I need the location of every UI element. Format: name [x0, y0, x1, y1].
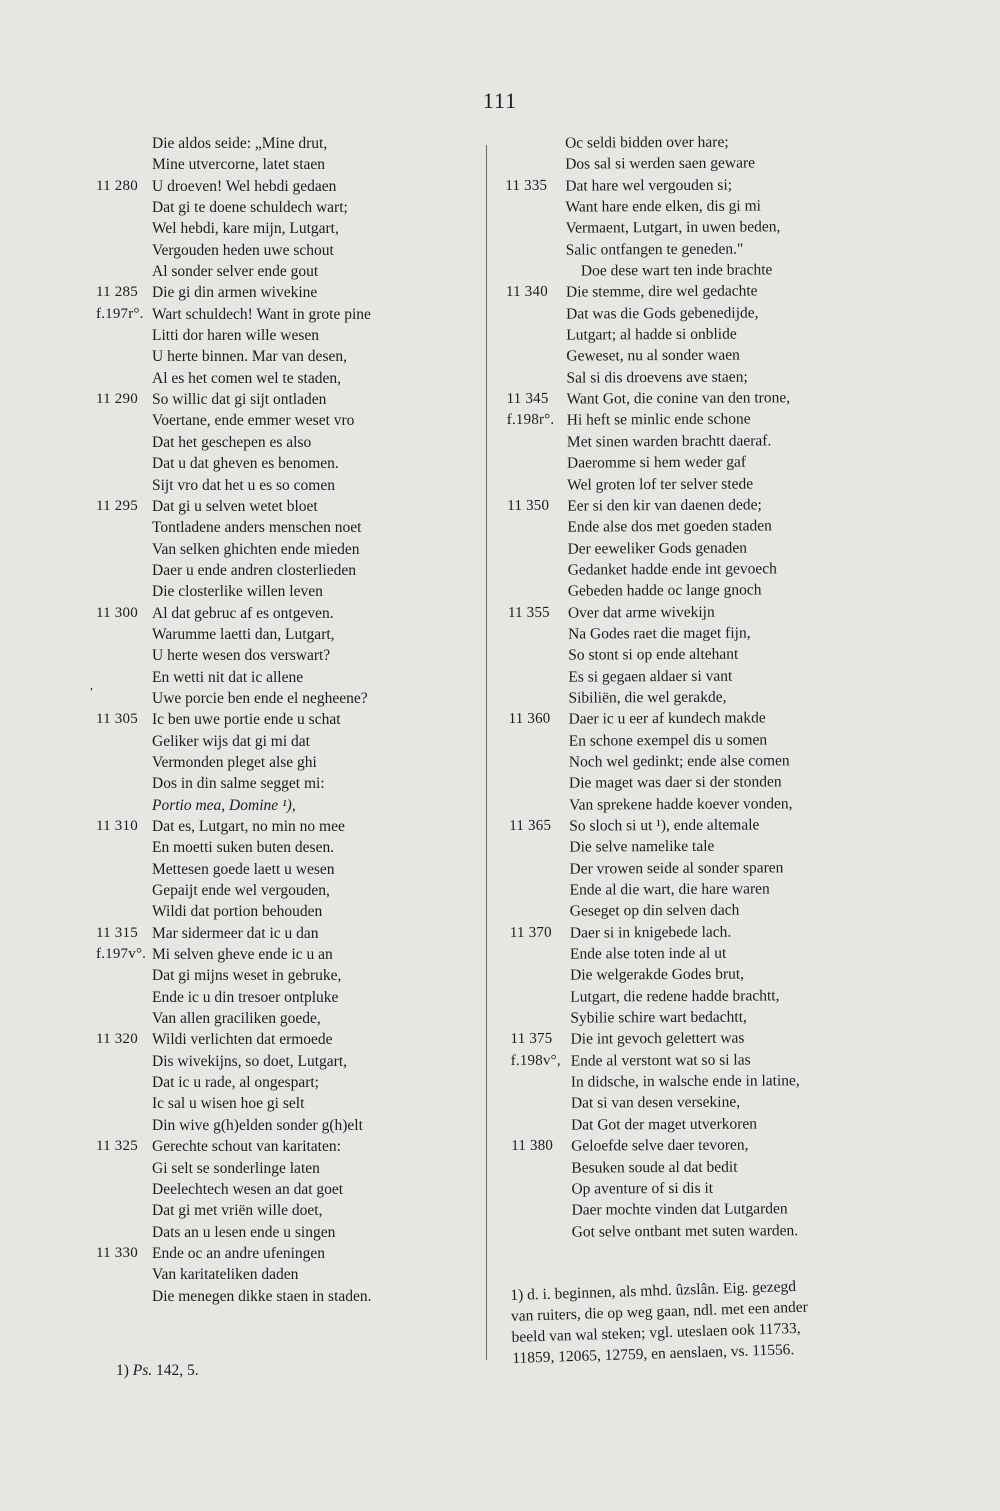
verse-text: Portio mea, Domine ¹),: [152, 796, 296, 814]
verse-text: Noch wel gedinkt; ende alse comen: [568, 752, 790, 771]
right-verse-line: [511, 1113, 851, 1136]
stray-mark: ,: [90, 678, 93, 692]
right-verse-line: [509, 750, 849, 773]
line-number-marker: 11 370: [509, 924, 552, 941]
verse-text: Daer mochte vinden dat Lutgarden: [571, 1200, 788, 1219]
line-number-marker: 11 280: [96, 177, 138, 194]
left-verse-line: [96, 368, 476, 389]
left-verse-line: [96, 581, 476, 602]
right-verse-line: [512, 1219, 852, 1242]
verse-text: Met sinen warden brachtt daeraf.: [566, 432, 772, 451]
verse-text: Vergouden heden uwe schout: [152, 241, 334, 259]
line-number-marker: f.197r°.: [96, 305, 144, 322]
line-number-marker: f.198v°,: [510, 1052, 561, 1069]
verse-text: Ic sal u wisen hoe gi selt: [152, 1095, 305, 1113]
column-divider: [486, 145, 487, 1360]
verse-text: Geseget op din selven dach: [569, 901, 740, 920]
right-verse-line: [510, 921, 850, 944]
verse-text: Vermonden pleget alse ghi: [152, 753, 317, 771]
left-verse-line: [96, 987, 476, 1008]
verse-text: Mar sidermeer dat ic u dan: [152, 924, 319, 942]
verse-text: Daer si in knigebede lach.: [569, 923, 732, 942]
right-verse-line: [510, 963, 850, 986]
right-verse-line: [510, 899, 850, 922]
verse-text: Mettesen goede laett u wesen: [152, 860, 335, 878]
right-verse-line: [506, 259, 846, 282]
right-verse-line: [507, 387, 847, 410]
right-verse-line: [510, 985, 850, 1008]
verse-text: Sijt vro dat het u es so comen: [152, 476, 335, 494]
line-number-marker: 11 340: [505, 284, 548, 301]
verse-text: Wart schuldech! Want in grote pine: [152, 305, 371, 323]
line-number-marker: 11 315: [96, 924, 138, 941]
left-verse-line: [96, 923, 476, 944]
right-verse-line: [507, 408, 847, 431]
right-verse-line: [508, 579, 848, 602]
verse-text: Want Got, die conine van den trone,: [566, 389, 791, 408]
verse-text: Sibiliën, die wel gerakde,: [568, 688, 727, 707]
left-verse-line: [96, 176, 476, 197]
footnote-citation: 142, 5.: [156, 1362, 199, 1379]
verse-text: En schone exempel dis u somen: [568, 731, 768, 750]
left-verse-line: [96, 218, 476, 239]
right-verse-line: [508, 600, 848, 623]
right-verse-line: [506, 216, 846, 239]
left-verse-line: [96, 282, 476, 303]
left-verse-line: [96, 795, 476, 816]
verse-text: Ende alse dos met goeden staden: [567, 517, 772, 536]
right-verse-line: [508, 558, 848, 581]
right-verse-line: [507, 430, 847, 453]
line-number-marker: 11 335: [505, 177, 548, 194]
right-verse-line: [511, 1091, 851, 1114]
left-verse-line: [96, 1093, 476, 1114]
verse-text: Dat Got der maget utverkoren: [571, 1115, 758, 1134]
verse-text: U herte binnen. Mar van desen,: [152, 348, 347, 366]
right-verse-line: [511, 1134, 851, 1157]
verse-text: Die menegen dikke staen in staden.: [152, 1287, 372, 1305]
verse-text: Gedanket hadde ende int gevoech: [567, 560, 777, 579]
verse-text: Dat gi met vriën wille doet,: [152, 1202, 323, 1220]
right-verse-line: [508, 665, 848, 688]
line-number-marker: 11 290: [96, 391, 138, 408]
verse-text: Ende ic u din tresoer ontpluke: [152, 988, 339, 1006]
right-verse-line: [508, 622, 848, 645]
verse-text: Sybilie schire wart bedachtt,: [570, 1008, 747, 1027]
verse-text: So sloch si ut ¹), ende altemale: [569, 816, 760, 835]
left-verse-line: [96, 773, 476, 794]
verse-text: En wetti nit dat ic allene: [152, 668, 304, 686]
left-verse-line: [96, 1243, 476, 1264]
right-verse-line: [509, 814, 849, 837]
left-text-column: [96, 133, 476, 1307]
left-verse-line: [96, 688, 476, 709]
right-verse-line: [506, 323, 846, 346]
verse-text: Dos sal si werden saen geware: [565, 154, 756, 173]
verse-text: Dat gi mijns weset in gebruke,: [152, 967, 342, 985]
left-verse-line: [96, 560, 476, 581]
verse-text: Want hare ende elken, dis gi mi: [565, 197, 761, 216]
verse-text: Gi selt se sonderlinge laten: [152, 1159, 320, 1177]
left-verse-line: [96, 240, 476, 261]
footnote-line: van ruiters, die op weg gaan, ndl. met een ander: [510, 1298, 809, 1325]
verse-text: Dat gi te doene schuldech wart;: [152, 199, 348, 217]
footnote-line: 1) d. i. beginnen, als mhd. ûzslân. Eig. gezegd: [510, 1278, 797, 1304]
left-verse-line: [96, 1008, 476, 1029]
line-number-marker: 11 305: [96, 711, 138, 728]
verse-text: Tontladene anders menschen noet: [152, 519, 362, 537]
verse-text: So willic dat gi sijt ontladen: [152, 391, 327, 409]
verse-text: U herte wesen dos verswart?: [152, 647, 331, 665]
right-verse-line: [507, 472, 847, 495]
verse-text: Salic ontfangen te geneden.": [565, 240, 744, 259]
footnote-left: [116, 1360, 199, 1381]
verse-text: Dats an u lesen ende u singen: [152, 1223, 336, 1241]
verse-text: Die int gevoch gelettert was: [570, 1029, 745, 1049]
right-verse-line: [510, 1027, 850, 1050]
right-verse-line: [507, 536, 847, 559]
line-number-marker: 11 300: [96, 604, 138, 621]
left-verse-line: [96, 731, 476, 752]
verse-text: Gerechte schout van karitaten:: [152, 1138, 341, 1156]
right-verse-line: [505, 131, 845, 154]
left-verse-line: [96, 389, 476, 410]
verse-text: Besuken soude al dat bedit: [571, 1158, 738, 1177]
footnote-reference: Ps.: [132, 1362, 153, 1379]
left-verse-line: [96, 517, 476, 538]
right-verse-line: [511, 1155, 851, 1178]
verse-text: Dat ic u rade, al ongespart;: [152, 1074, 319, 1092]
verse-text: Die maget was daer si der stonden: [568, 773, 782, 792]
left-verse-line: [96, 133, 476, 154]
left-verse-line: [96, 901, 476, 922]
left-verse-line: [96, 1029, 476, 1050]
right-verse-line: [508, 643, 848, 666]
left-verse-line: [96, 261, 476, 282]
verse-text: Daer ic u eer af kundech makde: [568, 709, 766, 728]
right-text-column: [505, 131, 852, 1243]
right-verse-line: [506, 280, 846, 303]
right-verse-line: [511, 1070, 851, 1093]
verse-text: Dat was die Gods gebenedijde,: [566, 304, 759, 323]
verse-text: Dos in din salme segget mi:: [152, 775, 325, 793]
verse-text: Litti dor haren wille wesen: [152, 327, 320, 345]
left-verse-line: [96, 944, 476, 965]
left-verse-line: [96, 496, 476, 517]
left-verse-line: [96, 197, 476, 218]
right-verse-line: [510, 878, 850, 901]
verse-text: Gebeden hadde oc lange gnoch: [567, 581, 762, 600]
verse-text: Lutgart; al hadde si onblide: [566, 325, 737, 344]
verse-text: Warumme laetti dan, Lutgart,: [152, 625, 335, 643]
line-number-marker: 11 360: [508, 711, 551, 728]
left-verse-line: [96, 965, 476, 986]
verse-text: Eer si den kir van daenen dede;: [567, 496, 762, 515]
verse-text: Van sprekene hadde koever vonden,: [569, 794, 793, 814]
verse-text: En moetti suken buten desen.: [152, 839, 335, 857]
verse-text: Uwe porcie ben ende el negheene?: [152, 689, 368, 707]
verse-text: Geliker wijs dat gi mi dat: [152, 732, 310, 750]
footnote-line: beeld van wal steken; vgl. uteslaen ook 11733,: [511, 1319, 801, 1346]
left-verse-line: [96, 1286, 476, 1307]
verse-text: Doe dese wart ten inde brachte: [580, 261, 773, 280]
verse-text: Mi selven gheve ende ic u an: [152, 946, 333, 964]
left-verse-line: [96, 346, 476, 367]
verse-text: Van karitateliken daden: [152, 1266, 299, 1284]
left-verse-line: [96, 837, 476, 858]
verse-text: Lutgart, die redene hadde brachtt,: [570, 987, 780, 1006]
verse-text: Vermaent, Lutgart, in uwen beden,: [565, 218, 781, 238]
verse-text: Die closterlike willen leven: [152, 583, 323, 601]
right-verse-line: [509, 771, 849, 794]
left-verse-line: [96, 1179, 476, 1200]
right-verse-line: [505, 152, 845, 175]
right-verse-line: [510, 1006, 850, 1029]
left-verse-line: [96, 1200, 476, 1221]
verse-text: Ende oc an andre ufeningen: [152, 1244, 326, 1262]
left-verse-line: [96, 859, 476, 880]
verse-text: Al es het comen wel te staden,: [152, 369, 341, 387]
left-verse-line: [96, 603, 476, 624]
left-verse-line: [96, 1115, 476, 1136]
left-verse-line: [96, 154, 476, 175]
verse-text: Sal si dis droevens ave staen;: [566, 368, 748, 387]
right-verse-line: [507, 494, 847, 517]
verse-text: Die stemme, dire wel gedachte: [565, 282, 758, 302]
verse-text: Ende alse toten inde al ut: [569, 944, 727, 963]
right-verse-line: [511, 1049, 851, 1072]
verse-text: Hi heft se minlic ende schone: [566, 410, 751, 430]
left-verse-line: [96, 453, 476, 474]
verse-text: Daer u ende andren closterlieden: [152, 561, 356, 579]
verse-text: Din wive g(h)elden sonder g(h)elt: [152, 1116, 363, 1134]
left-verse-line: [96, 816, 476, 837]
right-verse-line: [507, 515, 847, 538]
right-verse-line: [506, 366, 846, 389]
left-verse-line: [96, 410, 476, 431]
verse-text: Wel hebdi, kare mijn, Lutgart,: [152, 220, 339, 238]
verse-text: Dat het geschepen es also: [152, 433, 312, 451]
right-verse-line: [505, 195, 845, 218]
left-verse-line: [96, 304, 476, 325]
right-verse-line: [509, 857, 849, 880]
line-number-marker: 11 310: [96, 818, 138, 834]
verse-text: Over dat arme wivekijn: [567, 603, 715, 622]
left-verse-line: [96, 325, 476, 346]
verse-text: Gepaijt ende wel vergouden,: [152, 882, 330, 900]
line-number-marker: 11 375: [510, 1031, 553, 1048]
left-verse-line: [96, 539, 476, 560]
left-verse-line: [96, 752, 476, 773]
verse-text: Die welgerakde Godes brut,: [570, 965, 745, 985]
verse-text: In didsche, in walsche ende in latine,: [570, 1072, 800, 1091]
verse-text: Wildi verlichten dat ermoede: [152, 1031, 333, 1049]
left-verse-line: [96, 624, 476, 645]
left-verse-line: [96, 432, 476, 453]
left-verse-line: [96, 1072, 476, 1093]
left-verse-line: [96, 1264, 476, 1285]
verse-text: Voertane, ende emmer weset vro: [152, 412, 355, 430]
right-verse-line: [509, 793, 849, 816]
verse-text: Die selve namelike tale: [569, 838, 715, 856]
verse-text: Dat es, Lutgart, no min no mee: [152, 818, 345, 835]
left-verse-line: [96, 709, 476, 730]
verse-text: Van allen graciliken goede,: [152, 1010, 321, 1028]
verse-text: Es si gegaen aldaer si vant: [568, 667, 733, 686]
verse-text: Dis wivekijns, so doet, Lutgart,: [152, 1052, 348, 1070]
right-verse-line: [506, 238, 846, 261]
verse-text: Deelechtech wesen an dat goet: [152, 1180, 344, 1198]
verse-text: Oc seldi bidden over hare;: [565, 133, 729, 152]
verse-text: Dat u dat gheven es benomen.: [152, 455, 339, 473]
right-verse-line: [512, 1198, 852, 1221]
left-verse-line: [96, 475, 476, 496]
right-verse-line: [506, 302, 846, 325]
page-number: 111: [482, 88, 518, 113]
right-verse-line: [509, 729, 849, 752]
verse-text: Die gi din armen wivekine: [152, 284, 318, 302]
line-number-marker: f.198r°.: [506, 412, 555, 429]
line-number-marker: 11 330: [96, 1244, 138, 1261]
line-number-marker: 11 325: [96, 1138, 138, 1155]
left-verse-line: [96, 1158, 476, 1179]
verse-text: Der eeweliker Gods genaden: [567, 539, 748, 558]
verse-text: Ic ben uwe portie ende u schat: [152, 711, 341, 729]
verse-text: Dat hare wel vergouden si;: [565, 176, 733, 195]
line-number-marker: f.197v°.: [96, 946, 147, 963]
verse-text: Al sonder selver ende gout: [152, 263, 319, 281]
verse-text: Na Godes raet die maget fijn,: [568, 624, 751, 643]
verse-text: Al dat gebruc af es ontgeven.: [152, 604, 334, 622]
verse-text: Ende al verstont wat so si las: [570, 1051, 751, 1070]
right-verse-line: [506, 344, 846, 367]
verse-text: Wildi dat portion behouden: [152, 903, 323, 921]
verse-text: Der vrowen seide al sonder sparen: [569, 859, 784, 878]
line-number-marker: 11 365: [509, 817, 552, 834]
verse-text: So stont si op ende altehant: [568, 645, 739, 664]
right-verse-line: [509, 835, 849, 858]
verse-text: Dat si van desen versekine,: [570, 1094, 741, 1113]
line-number-marker: 11 285: [96, 284, 138, 301]
footnote-number: 1): [116, 1362, 129, 1379]
verse-text: Die aldos seide: „Mine drut,: [152, 135, 328, 152]
verse-text: U droeven! Wel hebdi gedaen: [152, 177, 337, 195]
right-verse-line: [508, 686, 848, 709]
right-verse-line: [510, 942, 850, 965]
left-verse-line: [96, 667, 476, 688]
footnote-line: 11859, 12065, 12759, en aenslaen, vs. 11556.: [512, 1341, 795, 1367]
line-number-marker: 11 295: [96, 497, 138, 514]
verse-text: Geweset, nu al sonder waen: [566, 347, 740, 366]
line-number-marker: 11 345: [506, 390, 549, 408]
footnote-right: [510, 1274, 872, 1369]
line-number-marker: 11 380: [511, 1137, 554, 1155]
left-verse-line: [96, 1222, 476, 1243]
verse-text: Geloefde selve daer tevoren,: [571, 1136, 749, 1155]
left-verse-line: [96, 1136, 476, 1157]
right-verse-line: [507, 451, 847, 474]
verse-text: Op aventure of si dis it: [571, 1179, 714, 1198]
line-number-marker: 11 320: [96, 1031, 138, 1048]
left-verse-line: [96, 645, 476, 666]
line-number-marker: 11 350: [507, 497, 550, 514]
line-number-marker: 11 355: [507, 604, 550, 621]
right-verse-line: [505, 174, 845, 197]
right-verse-line: [509, 707, 849, 730]
right-verse-line: [511, 1177, 851, 1200]
verse-text: Daeromme si hem weder gaf: [566, 453, 747, 472]
left-verse-line: [96, 880, 476, 901]
verse-text: Van selken ghichten ende mieden: [152, 540, 360, 558]
verse-text: Mine utvercorne, latet staen: [152, 156, 326, 174]
verse-text: Wel groten lof ter selver stede: [567, 474, 754, 494]
verse-text: Got selve ontbant met suten warden.: [571, 1221, 799, 1241]
verse-text: Dat gi u selven wetet bloet: [152, 497, 318, 515]
left-verse-line: [96, 1051, 476, 1072]
verse-text: Ende al die wart, die hare waren: [569, 880, 770, 899]
